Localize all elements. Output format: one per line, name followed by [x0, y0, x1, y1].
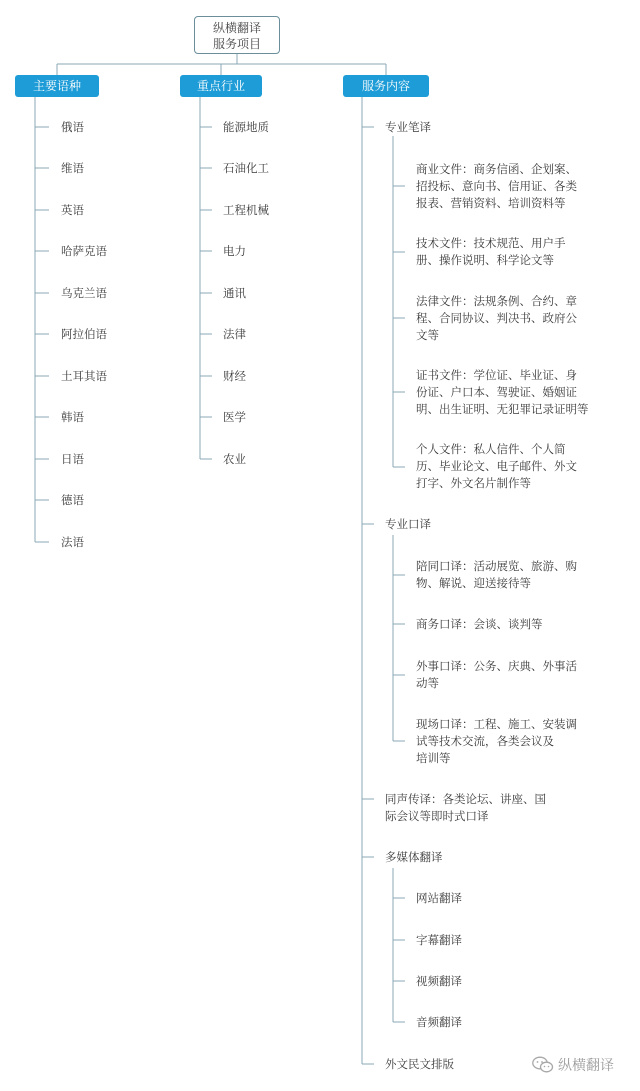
- oral-item-foreign-affairs: 外事口译：公务、庆典、外事活 动等: [416, 659, 577, 690]
- language-item: 韩语: [61, 410, 84, 424]
- language-item: 乌克兰语: [61, 286, 107, 300]
- language-item: 阿拉伯语: [61, 327, 107, 341]
- written-item-business: 商业文件：商务信函、企划案、 招投标、意向书、信用证、各类 报表、营销资料、培训资料等: [416, 162, 577, 210]
- written-item-personal: 个人文件：私人信件、个人简 历、毕业论文、电子邮件、外文 打字、外文名片制作等: [416, 442, 577, 490]
- category-services: 服务内容: [343, 75, 429, 97]
- industry-item: 能源地质: [223, 120, 269, 134]
- language-item: 英语: [61, 203, 84, 217]
- language-item: 土耳其语: [61, 369, 107, 383]
- language-item: 法语: [61, 535, 84, 549]
- oral-item-escort: 陪同口译：活动展览、旅游、购 物、解说、迎送接待等: [416, 559, 577, 590]
- industry-item: 医学: [223, 410, 246, 424]
- service-oral-title: 专业口译: [385, 517, 431, 531]
- category-languages: 主要语种: [15, 75, 99, 97]
- root-title-line2: 服务项目: [212, 37, 261, 51]
- oral-item-business: 商务口译：会谈、谈判等: [416, 617, 543, 631]
- root-title-line1: 纵横翻译: [212, 21, 261, 35]
- service-written-title: 专业笔译: [385, 120, 431, 134]
- industry-item: 电力: [223, 244, 246, 258]
- multimedia-item: 网站翻译: [416, 891, 462, 905]
- wechat-icon: [532, 1056, 554, 1074]
- industry-item: 工程机械: [223, 203, 269, 217]
- industry-item: 农业: [223, 452, 246, 466]
- industry-item: 通讯: [223, 286, 246, 300]
- written-item-certificates: 证书文件：学位证、毕业证、身 份证、户口本、驾驶证、婚姻证 明、出生证明、无犯罪记录证明等: [416, 368, 589, 416]
- language-item: 维语: [61, 161, 84, 175]
- service-simultaneous: 同声传译：各类论坛、讲座、国 际会议等即时式口译: [385, 792, 546, 823]
- multimedia-item: 视频翻译: [416, 974, 462, 988]
- oral-item-onsite: 现场口译：工程、施工、安装调 试等技术交流，各类会议及 培训等: [416, 717, 577, 765]
- watermark: [532, 1054, 614, 1076]
- root-node: [194, 16, 280, 54]
- language-item: 日语: [61, 452, 84, 466]
- language-item: 哈萨克语: [61, 244, 107, 258]
- industry-item: 石油化工: [223, 161, 269, 175]
- industry-item: 法律: [223, 327, 246, 341]
- written-item-technical: 技术文件：技术规范、用户手 册、操作说明、科学论文等: [416, 236, 566, 267]
- multimedia-item: 音频翻译: [416, 1015, 462, 1029]
- service-typesetting: 外文民文排版: [385, 1057, 454, 1071]
- multimedia-item: 字幕翻译: [416, 933, 462, 947]
- watermark-text: 纵横翻译: [558, 1058, 614, 1074]
- language-item: 俄语: [61, 120, 84, 134]
- industry-item: 财经: [223, 369, 246, 383]
- service-multimedia-title: 多媒体翻译: [385, 850, 443, 864]
- category-industries: 重点行业: [180, 75, 262, 97]
- language-item: 德语: [61, 493, 84, 507]
- written-item-legal: 法律文件：法规条例、合约、章 程、合同协议、判决书、政府公 文等: [416, 294, 577, 342]
